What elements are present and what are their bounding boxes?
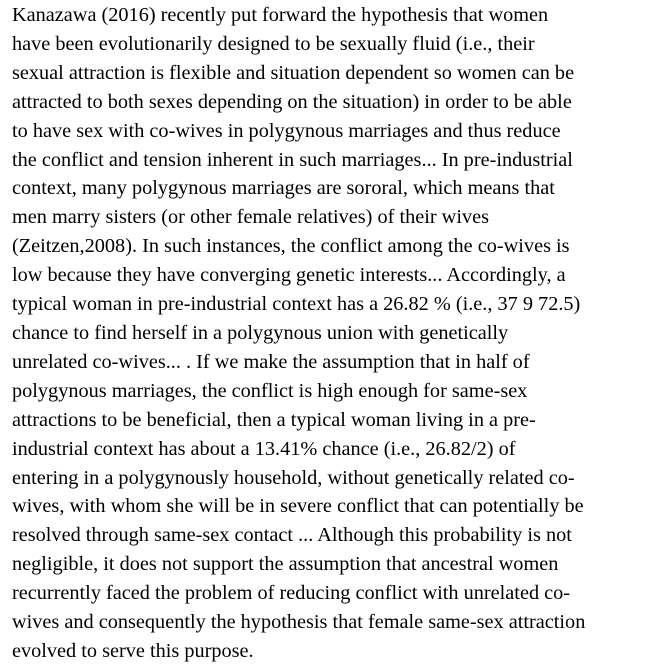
text-line: entering in a polygynously household, without genetically related co- — [12, 466, 575, 489]
text-line: unrelated co-wives... . If we make the assumption that in half of — [12, 350, 530, 373]
text-line: evolved to serve this purpose. — [12, 639, 254, 662]
text-line: sexual attraction is flexible and situation dependent so women can be — [12, 61, 575, 84]
text-line: the conflict and tension inherent in such marriages... In pre-industrial — [12, 148, 573, 171]
text-line: typical woman in pre-industrial context has a 26.82 % (i.e., 37 9 72.5) — [12, 293, 581, 316]
text-line: wives, with whom she will be in severe conflict that can potentially be — [12, 495, 584, 518]
text-line: Kanazawa (2016) recently put forward the hypothesis that women — [12, 4, 549, 26]
text-line: have been evolutionarily designed to be sexually fluid (i.e., their — [12, 32, 535, 55]
text-line: wives and consequently the hypothesis that female same-sex attraction — [12, 611, 586, 634]
text-line: chance to find herself in a polygynous union with genetically — [12, 321, 509, 344]
document-passage — [12, 1, 644, 666]
text-line: attractions to be beneficial, then a typical woman living in a pre- — [12, 408, 536, 431]
text-line: negligible, it does not support the assumption that ancestral women — [12, 553, 559, 576]
text-line: (Zeitzen,2008). In such instances, the conflict among the co-wives is — [12, 235, 570, 258]
text-line: low because they have converging genetic interests... Accordingly, a — [12, 264, 566, 287]
text-line: polygynous marriages, the conflict is high enough for same-sex — [12, 379, 528, 402]
text-line: context, many polygynous marriages are sororal, which means that — [12, 177, 555, 200]
text-line: men marry sisters (or other female relatives) of their wives — [12, 206, 489, 229]
text-line: attracted to both sexes depending on the situation) in order to be able — [12, 90, 572, 113]
text-line: resolved through same-sex contact ... Although this probability is not — [12, 524, 572, 547]
text-line: to have sex with co-wives in polygynous marriages and thus reduce — [12, 119, 561, 142]
text-line: industrial context has about a 13.41% chance (i.e., 26.82/2) of — [12, 437, 516, 460]
text-line: recurrently faced the problem of reducing conflict with unrelated co- — [12, 582, 571, 605]
